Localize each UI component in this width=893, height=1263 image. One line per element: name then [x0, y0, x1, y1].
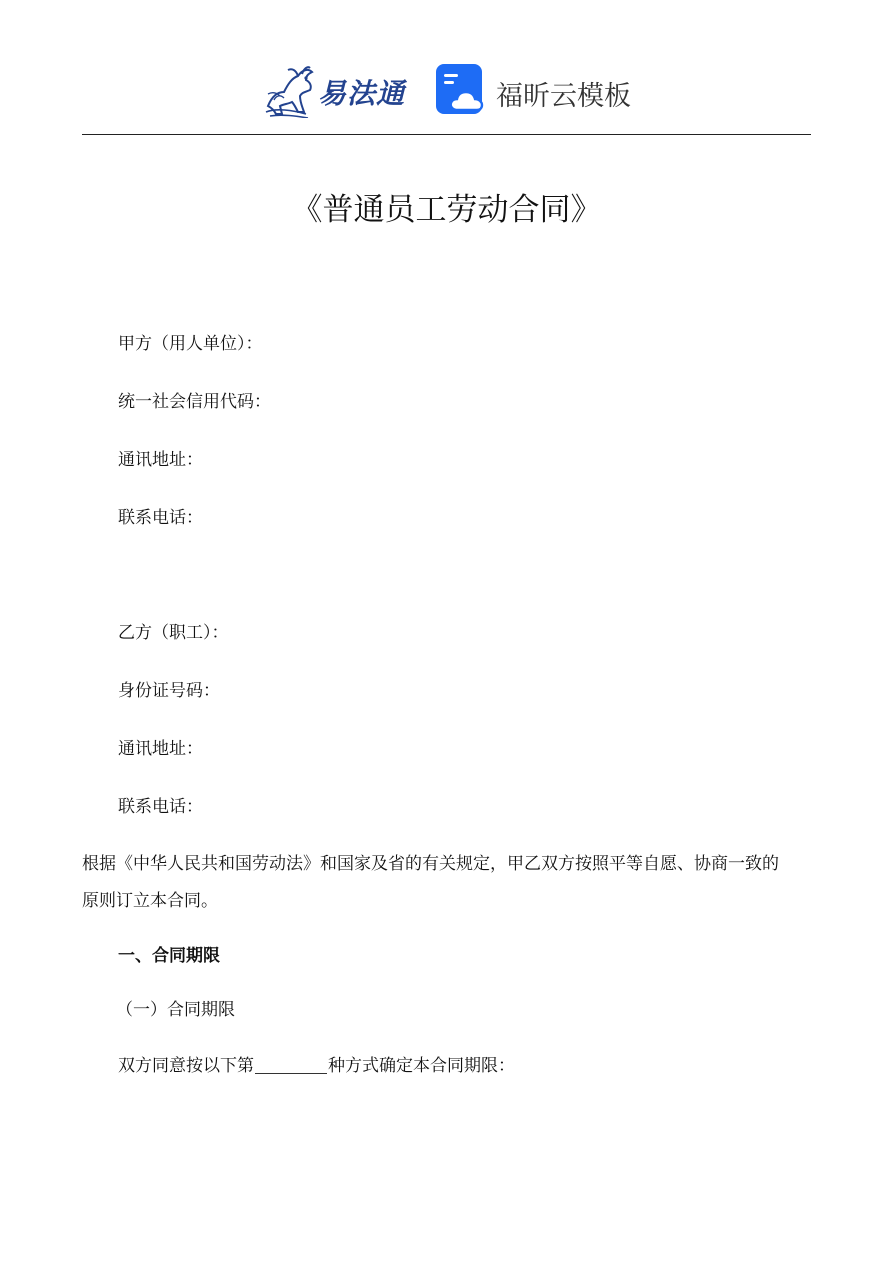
party-a-name-label: 甲方（用人单位）：	[118, 334, 263, 354]
page-header	[0, 58, 893, 122]
qilin-emblem-icon	[262, 62, 322, 118]
document-title: 《普通员工劳动合同》	[291, 192, 602, 228]
yifatong-logo	[262, 62, 414, 118]
party-b-name-label: 乙方（职工）：	[118, 623, 229, 643]
yifatong-brand-text: 易法通	[318, 77, 406, 110]
fuxin-brand-text: 福昕云模板	[496, 81, 631, 112]
party-a-address-label: 通讯地址：	[118, 450, 203, 470]
fuxin-cloud-template-logo	[436, 64, 636, 116]
section-heading-term: 一、合同期限	[118, 946, 220, 966]
cloud-document-icon	[436, 64, 488, 116]
header-divider	[82, 134, 811, 135]
term-clause	[118, 1054, 515, 1078]
term-option-blank[interactable]	[255, 1056, 327, 1074]
party-b-address-label: 通讯地址：	[118, 739, 203, 759]
subsection-heading-term: （一）合同期限	[116, 1000, 235, 1020]
term-clause-prefix: 双方同意按以下第	[118, 1056, 254, 1076]
party-a-phone-label: 联系电话：	[118, 508, 203, 528]
preamble-line-2: 原则订立本合同。	[82, 891, 218, 911]
preamble-line-1: 根据《中华人民共和国劳动法》和国家及省的有关规定，甲乙双方按照平等自愿、协商一致的	[82, 854, 779, 874]
party-b-id-label: 身份证号码：	[118, 681, 220, 701]
party-a-credit-code-label: 统一社会信用代码：	[118, 392, 271, 412]
term-clause-suffix: 种方式确定本合同期限：	[328, 1056, 515, 1076]
party-b-phone-label: 联系电话：	[118, 797, 203, 817]
